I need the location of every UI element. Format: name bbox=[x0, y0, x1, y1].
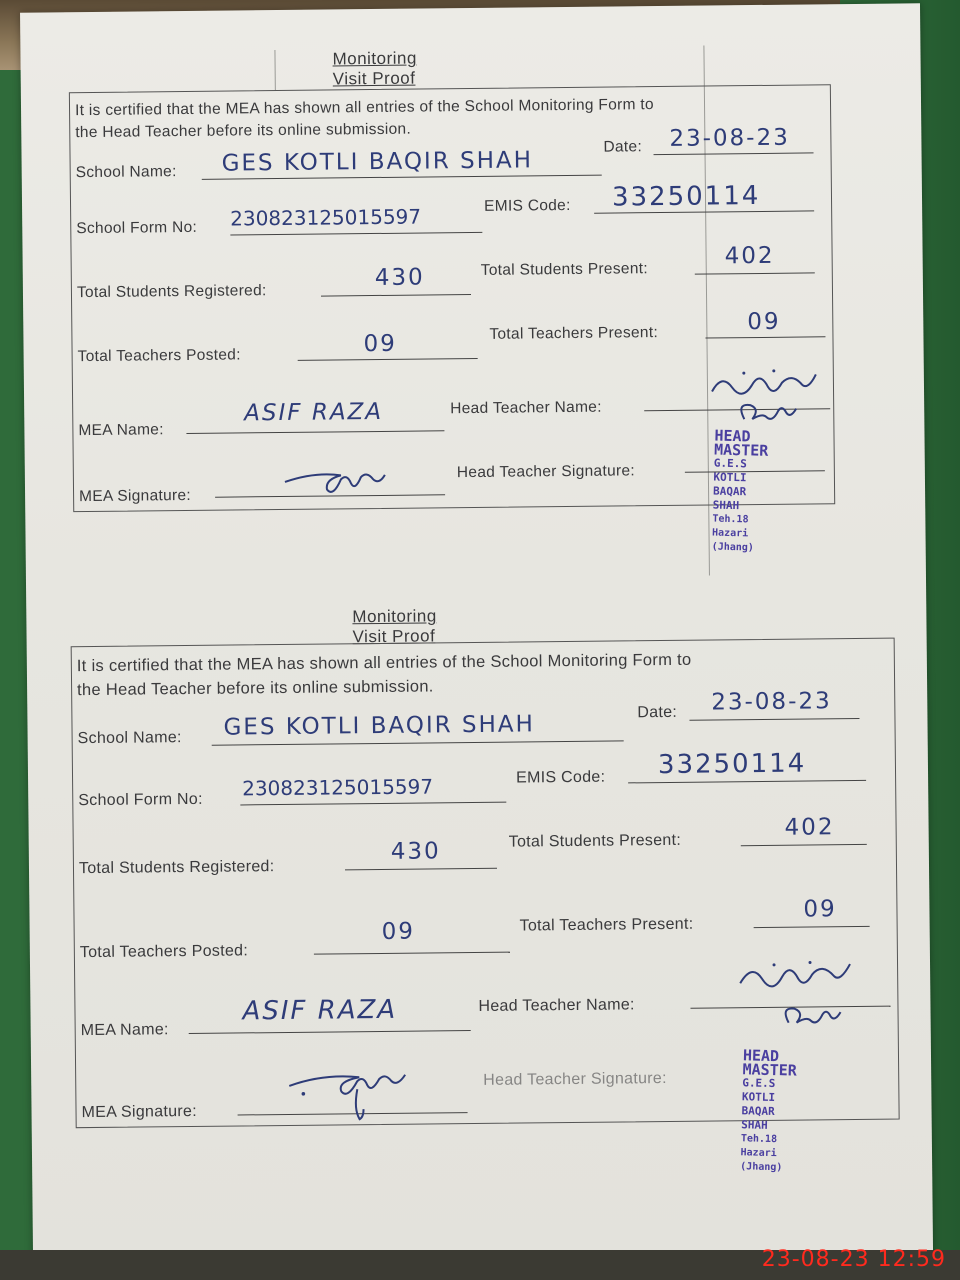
head-master-stamp: HEAD MASTER G.E.S KOTLI BAQAR SHAH Teh.18 Hazari (Jhang) bbox=[740, 1046, 798, 1174]
form-no-value: 230823125015597 bbox=[230, 204, 422, 231]
urdu-name-handwriting bbox=[730, 952, 860, 995]
teachers-present-value: 09 bbox=[747, 308, 781, 336]
emis-value: 33250114 bbox=[657, 748, 807, 781]
head-teacher-name-label: Head Teacher Name: bbox=[478, 996, 635, 1015]
teachers-present-label: Total Teachers Present: bbox=[519, 915, 694, 935]
mea-signature-label: MEA Signature: bbox=[81, 1102, 198, 1122]
school-name-value: GES KOTLI BAQIR SHAH bbox=[223, 711, 536, 741]
registered-value: 430 bbox=[374, 264, 425, 292]
mea-signature bbox=[283, 1048, 434, 1124]
mea-name-label: MEA Name: bbox=[78, 421, 164, 440]
head-teacher-signature bbox=[730, 394, 810, 431]
head-teacher-name-label: Head Teacher Name: bbox=[450, 398, 602, 418]
school-name-label: School Name: bbox=[75, 163, 177, 182]
head-teacher-signature-label: Head Teacher Signature: bbox=[456, 462, 636, 482]
date-value: 23-08-23 bbox=[669, 124, 790, 152]
posted-label: Total Teachers Posted: bbox=[77, 346, 241, 366]
mea-name-label: MEA Name: bbox=[80, 1021, 169, 1040]
school-name-value: GES KOTLI BAQIR SHAH bbox=[221, 147, 534, 177]
registered-label: Total Students Registered: bbox=[76, 282, 267, 302]
emis-value: 33250114 bbox=[611, 180, 761, 213]
mea-name-value: ASIF RAZA bbox=[244, 398, 384, 427]
form-no-label: School Form No: bbox=[76, 218, 198, 238]
registered-label: Total Students Registered: bbox=[78, 858, 275, 878]
mea-signature bbox=[281, 455, 401, 504]
form-no-value: 230823125015597 bbox=[242, 774, 434, 801]
emis-label: EMIS Code: bbox=[483, 196, 571, 215]
emis-label: EMIS Code: bbox=[515, 768, 606, 787]
certification-text: It is certified that the MEA has shown all entries of the School Monitoring Form to the Head Teacher before its online submission. bbox=[74, 96, 654, 142]
present-value: 402 bbox=[784, 814, 835, 841]
present-value: 402 bbox=[724, 242, 775, 270]
teachers-present-label: Total Teachers Present: bbox=[489, 324, 659, 343]
posted-value: 09 bbox=[381, 918, 416, 945]
head-master-stamp: HEAD MASTER G.E.S KOTLI BAQAR SHAH Teh.18 Hazari (Jhang) bbox=[711, 426, 769, 554]
head-teacher-signature-label: Head Teacher Signature: bbox=[483, 1069, 667, 1089]
fold-crease bbox=[274, 50, 275, 90]
teachers-present-value: 09 bbox=[803, 896, 837, 923]
form-title: Monitoring Visit Proof bbox=[332, 48, 417, 89]
date-label: Date: bbox=[603, 138, 643, 156]
present-label: Total Students Present: bbox=[480, 260, 649, 279]
certification-text: It is certified that the MEA has shown all entries of the School Monitoring Form to the Head Teacher before its online submission. bbox=[76, 650, 692, 700]
registered-value: 430 bbox=[390, 838, 441, 865]
date-value: 23-08-23 bbox=[711, 688, 832, 716]
posted-value: 09 bbox=[363, 330, 397, 358]
document-sheet bbox=[20, 3, 933, 1274]
present-label: Total Students Present: bbox=[508, 831, 682, 851]
date-label: Date: bbox=[637, 703, 678, 722]
school-name-label: School Name: bbox=[77, 729, 182, 748]
posted-label: Total Teachers Posted: bbox=[79, 942, 249, 962]
form-title: Monitoring Visit Proof bbox=[352, 606, 437, 647]
head-teacher-signature bbox=[774, 996, 854, 1037]
form-no-label: School Form No: bbox=[78, 790, 203, 810]
camera-timestamp: 23-08-23 12:59 bbox=[761, 1247, 946, 1272]
mea-name-value: ASIF RAZA bbox=[242, 994, 398, 1027]
mea-signature-label: MEA Signature: bbox=[79, 486, 192, 506]
